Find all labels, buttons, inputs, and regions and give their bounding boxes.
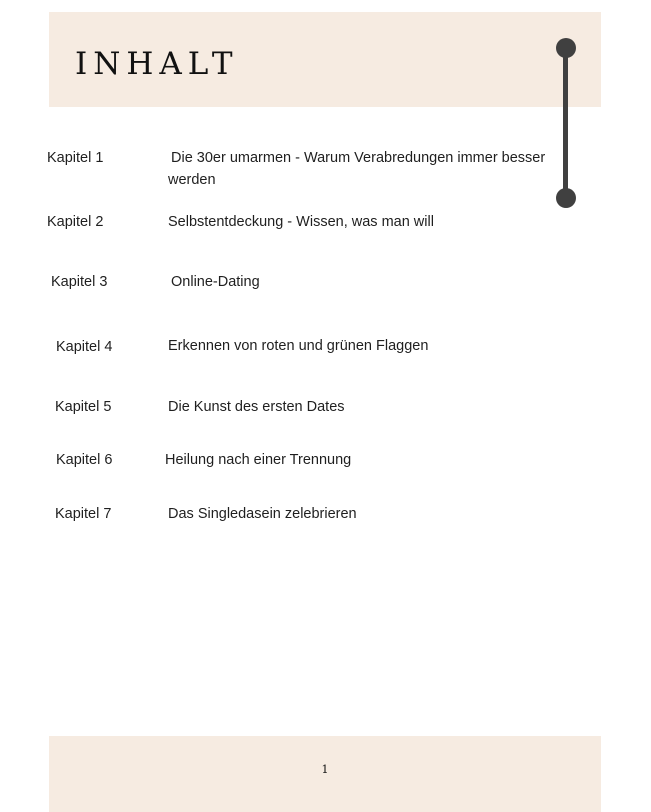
toc-item-1-title: Die 30er umarmen - Warum Verabredungen immer besser werden xyxy=(168,150,546,188)
toc-item-5-title: Die Kunst des ersten Dates xyxy=(168,399,345,415)
toc-item-6-label: Kapitel 6 xyxy=(56,452,113,468)
page-number: 1 xyxy=(321,763,329,776)
toc-item-7-title: Das Singledasein zelebrieren xyxy=(168,506,357,522)
decorative-slider-line xyxy=(563,48,568,198)
toc-item-6-title: Heilung nach einer Trennung xyxy=(165,452,352,468)
toc-item-7-label: Kapitel 7 xyxy=(55,506,112,522)
toc-item-5-label: Kapitel 5 xyxy=(55,399,112,415)
slider-top-knob-icon xyxy=(556,38,576,58)
slider-bottom-knob-icon xyxy=(556,188,576,208)
toc-item-4-title: Erkennen von roten und grünen Flaggen xyxy=(168,338,429,354)
footer-band xyxy=(49,736,601,812)
page-title: INHALT xyxy=(75,46,239,82)
toc-item-3-label: Kapitel 3 xyxy=(51,274,108,290)
toc-item-1-label: Kapitel 1 xyxy=(47,150,104,166)
toc-item-2-title: Selbstentdeckung - Wissen, was man will xyxy=(168,214,434,230)
toc-item-4-label: Kapitel 4 xyxy=(56,339,113,355)
toc-item-2-label: Kapitel 2 xyxy=(47,214,104,230)
toc-item-3-title: Online-Dating xyxy=(171,274,260,290)
